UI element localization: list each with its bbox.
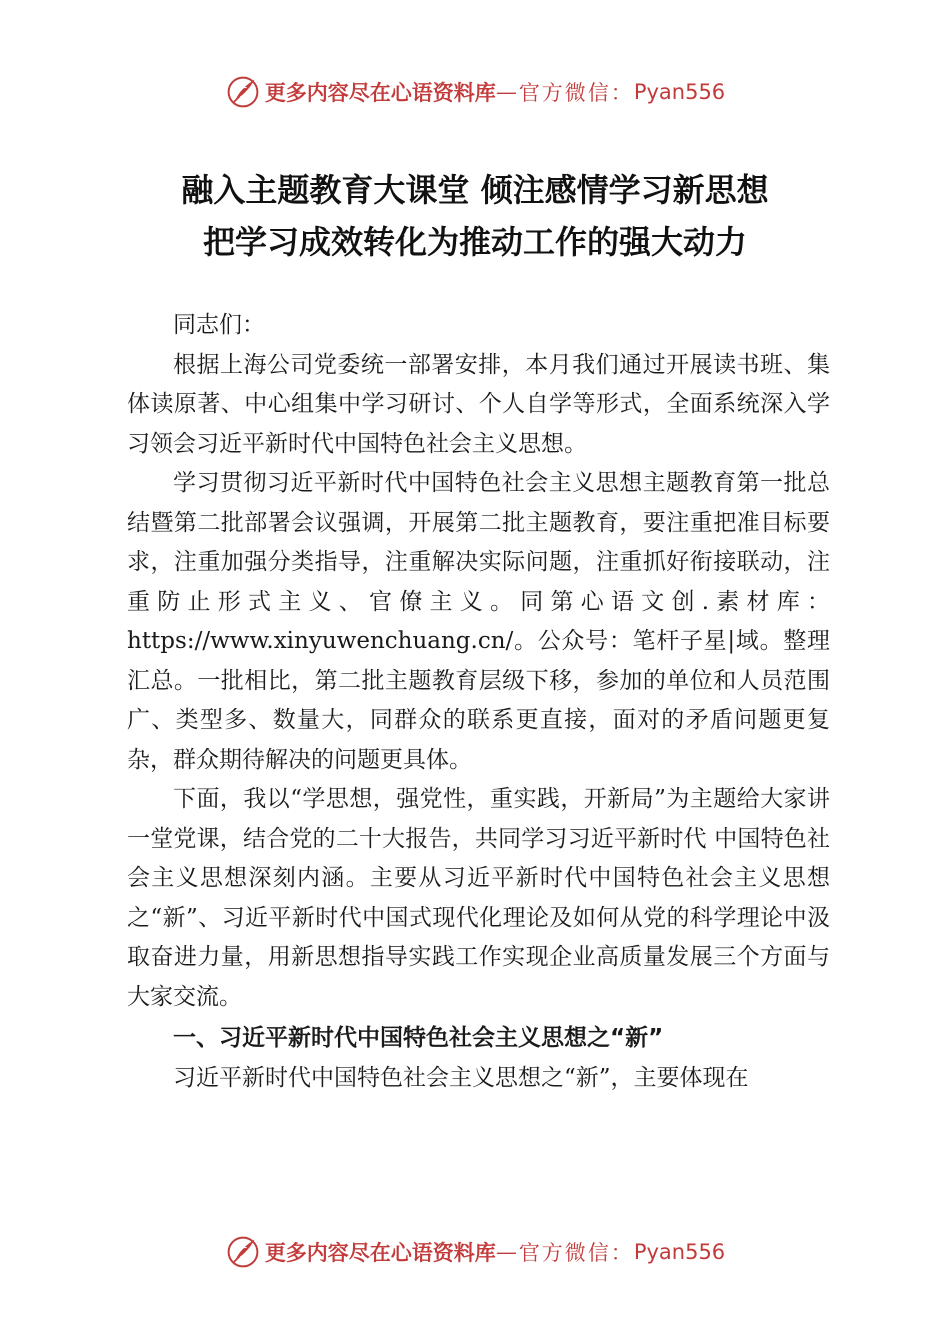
document-body bbox=[127, 306, 830, 1099]
banner-text: 更多内容尽在心语资料库 bbox=[264, 80, 496, 105]
banner-contact-label: 官方微信： bbox=[518, 81, 634, 105]
banner-separator: — bbox=[495, 80, 519, 104]
paragraph-2: 学习贯彻习近平新时代中国特色社会主义思想主题教育第一批总结暨第二批部署会议强调，开展第二批主题教育，要注重把准目标要求，注重加强分类指导，注重解决实际问题，注重抓好衔接联动，注重防止形式主义、官僚主义。同第心语文创.素材库：https://www.xinyuwenchuang.cn/。公众号：笔杆子星|域。整理汇总。一批相比，第二批主题教育层级下移，参加的单位和人员范围广、类型多、数量大，同群众的联系更直接，面对的矛盾问题更复杂，群众期待解决的问题更具体。 bbox=[127, 470, 830, 773]
header-banner bbox=[0, 72, 950, 112]
paragraph-3: 下面，我以“学思想，强党性，重实践，开新局”为主题给大家讲一堂党课，结合党的二十大报告，共同学习习近平新时代 中国特色社会主义思想深刻内涵。主要从习近平新时代中国特色社会主义思想之“新”、习近平新时代中国式现代化理论及如何从党的科学理论中汲取奋进力量，用新思想指导实践工作实现企业高质量发展三个方面与大家交流。 bbox=[127, 786, 830, 1010]
section-1-text: 习近平新时代中国特色社会主义思想之“新”，主要体现在 bbox=[173, 1065, 749, 1091]
banner-text: 更多内容尽在心语资料库 bbox=[264, 1240, 496, 1265]
salutation: 同志们： bbox=[173, 312, 265, 338]
title-line-1: 融入主题教育大课堂 倾注感情学习新思想 bbox=[181, 171, 769, 209]
banner-wechat-id: Pyan556 bbox=[633, 1240, 726, 1264]
footer-banner bbox=[0, 1232, 950, 1272]
paragraph-1: 根据上海公司党委统一部署安排，本月我们通过开展读书班、集体读原著、中心组集中学习研讨、个人自学等形式，全面系统深入学习领会习近平新时代中国特色社会主义思想。 bbox=[127, 351, 830, 457]
quill-logo-icon bbox=[225, 1234, 261, 1270]
title-line-2: 把学习成效转化为推动工作的强大动力 bbox=[202, 223, 747, 261]
banner-contact-label: 官方微信： bbox=[518, 1241, 634, 1265]
document-title bbox=[0, 164, 950, 268]
banner-separator: — bbox=[495, 1240, 519, 1264]
section-heading-1: 一、习近平新时代中国特色社会主义思想之“新” bbox=[173, 1025, 664, 1051]
quill-logo-icon bbox=[225, 74, 261, 110]
banner-wechat-id: Pyan556 bbox=[633, 80, 726, 104]
